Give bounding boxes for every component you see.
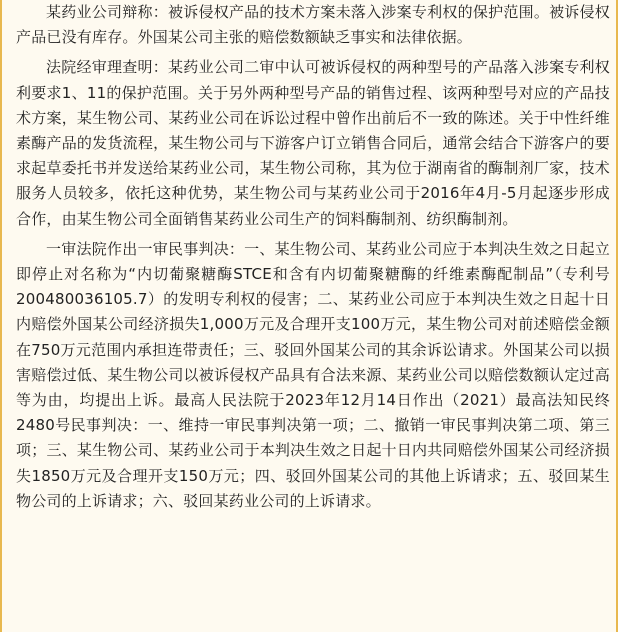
paragraph-judgment: 一审法院作出一审民事判决：一、某生物公司、某药业公司应于本判决生效之日起立即停止对名称为“内切葡聚糖酶STCE和含有内切葡聚糖酶的纤维素酶配制品”（专利号200480036105.7）的发明专利权的侵害；二、某药业公司应于本判决生效之日起十日内赔偿外国某公司经济损失1,000万元及合理开支100万元，某生物公司对前述赔偿金额在750万元范围内承担连带责任；三、驳回外国某公司的其余诉讼请求。外国某公司以损害赔偿过低、某生物公司以被诉侵权产品具有合法来源、某药业公司以赔偿数额认定过高等为由，均提出上诉。最高人民法院于2023年12月14日作出（2021）最高法知民终2480号民事判决：一、维持一审民事判决第一项；二、撤销一审民事判决第二项、第三项；三、某生物公司、某药业公司于本判决生效之日起十日内共同赔偿外国某公司经济损失1850万元及合理开支150万元；四、驳回外国某公司的其他上诉请求；五、驳回某生物公司的上诉请求；六、驳回某药业公司的上诉请求。 <box>16 239 610 510</box>
document-body <box>16 0 610 519</box>
paragraph-defense: 某药业公司辩称：被诉侵权产品的技术方案未落入涉案专利权的保护范围。被诉侵权产品已没有库存。外国某公司主张的赔偿数额缺乏事实和法律依据。 <box>16 3 610 47</box>
paragraph-findings: 法院经审理查明：某药业公司二审中认可被诉侵权的两种型号的产品落入涉案专利权利要求1、11的保护范围。关于另外两种型号产品的销售过程、该两种型号对应的产品技术方案，某生物公司、某药业公司在诉讼过程中曾作出前后不一致的陈述。关于中性纤维素酶产品的发货流程，某生物公司与下游客户订立销售合同后，通常会结合下游客户的要求起草委托书并发送给某药业公司，某生物公司称，其为位于湖南省的酶制剂厂家，技术服务人员较多，依托这种优势，某生物公司与某药业公司于2016年4月-5月起逐步形成合作，由某生物公司全面销售某药业公司生产的饲料酶制剂、纺织酶制剂。 <box>16 58 610 228</box>
